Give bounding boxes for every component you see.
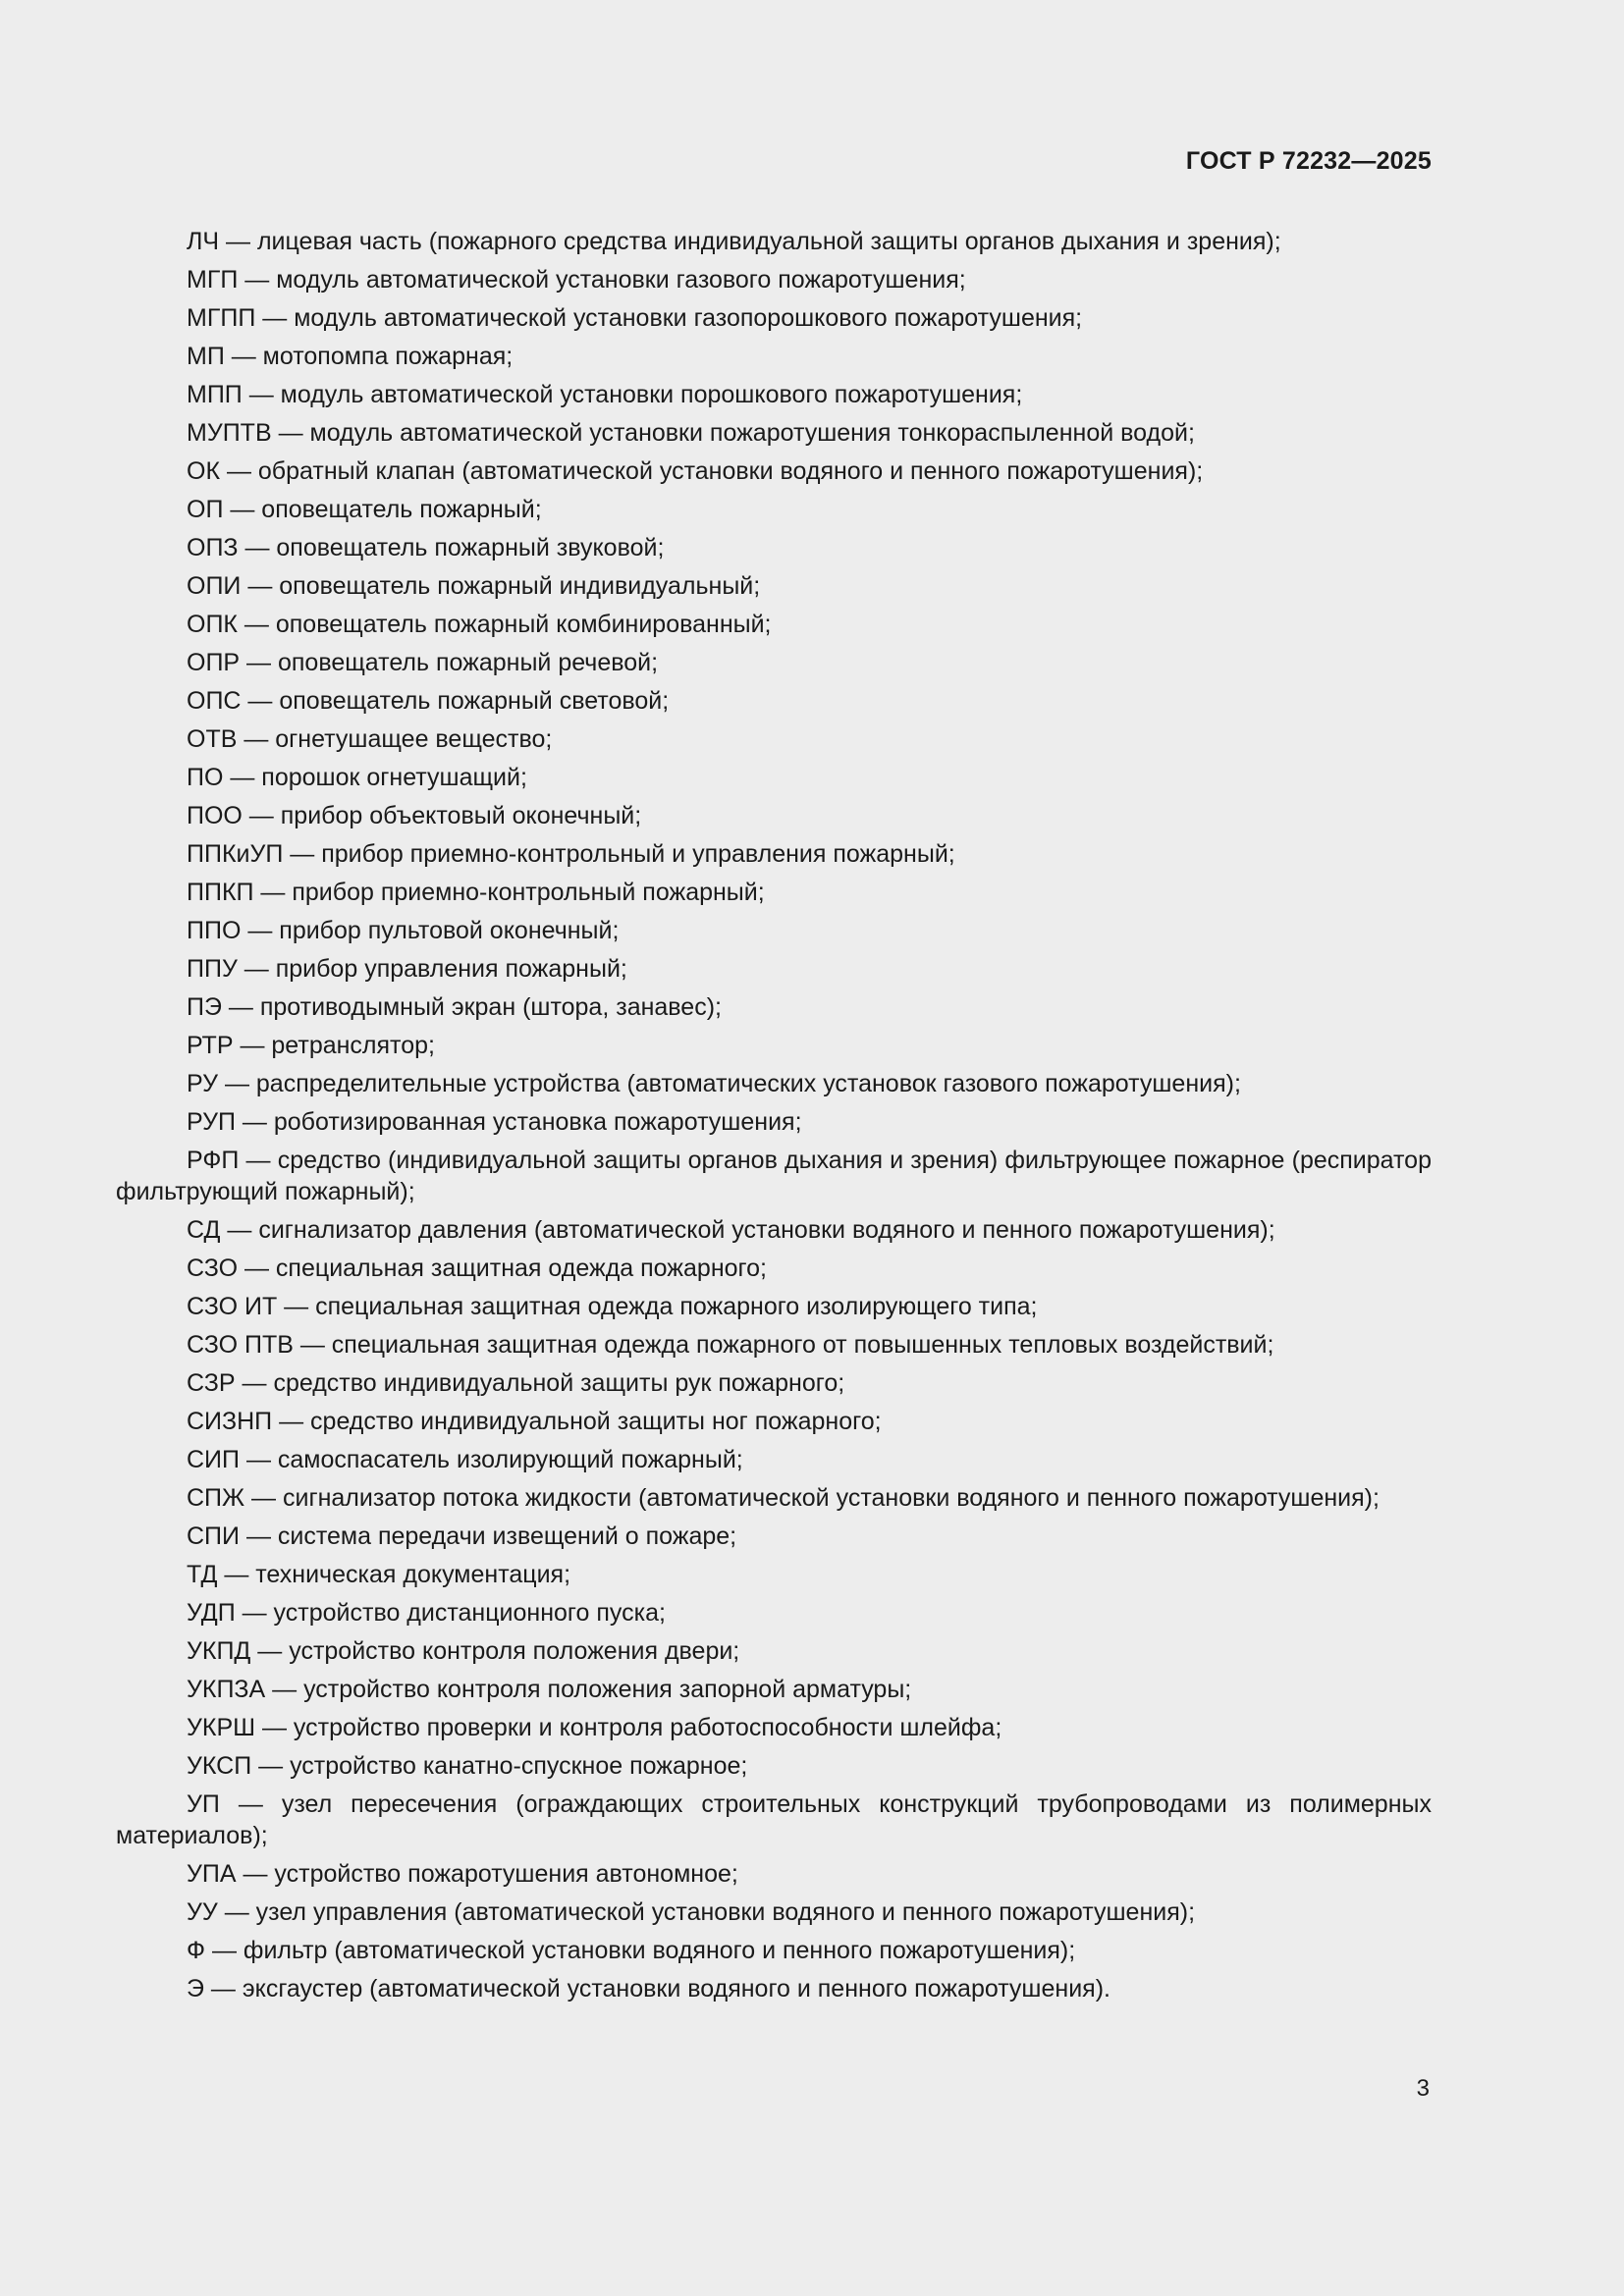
abbreviation-entry: СЗО — специальная защитная одежда пожарного; (187, 1255, 767, 1282)
abbreviation-entry: СПЖ — сигнализатор потока жидкости (автоматической установки водяного и пенного пожаротушения); (187, 1484, 1380, 1512)
abbreviation-entry: ОПК — оповещатель пожарный комбинированный; (187, 611, 772, 638)
abbreviation-entry: РФП — средство (индивидуальной защиты органов дыхания и зрения) фильтрующее пожарное (респиратор фильтрующий пожарный); (116, 1147, 1432, 1205)
abbreviation-entry: МПП — модуль автоматической установки порошкового пожаротушения; (187, 381, 1023, 408)
abbreviation-entry: Э — эксгаустер (автоматической установки водяного и пенного пожаротушения). (187, 1975, 1110, 2002)
abbreviation-entry: УП — узел пересечения (ограждающих строительных конструкций трубопроводами из полимерных материалов); (116, 1790, 1432, 1849)
abbreviation-entry: МУПТВ — модуль автоматической установки пожаротушения тонкораспыленной водой; (187, 419, 1195, 447)
abbreviation-entry: ОПИ — оповещатель пожарный индивидуальный; (187, 572, 761, 600)
abbreviation-entry: РУП — роботизированная установка пожаротушения; (187, 1108, 802, 1136)
abbreviation-entry: СИП — самоспасатель изолирующий пожарный; (187, 1446, 743, 1473)
abbreviation-entry: ОПЗ — оповещатель пожарный звуковой; (187, 534, 665, 561)
abbreviation-entry: СЗО ПТВ — специальная защитная одежда пожарного от повышенных тепловых воздействий; (187, 1331, 1274, 1359)
abbreviation-entry: МП — мотопомпа пожарная; (187, 343, 514, 370)
abbreviation-entry: ПЭ — противодымный экран (штора, занавес); (187, 993, 722, 1021)
page-number: 3 (1416, 2075, 1430, 2102)
abbreviation-entry: УКПЗА — устройство контроля положения запорной арматуры; (187, 1676, 912, 1703)
abbreviation-entry: ОК — обратный клапан (автоматической установки водяного и пенного пожаротушения); (187, 457, 1204, 485)
abbreviation-entry: МГП — модуль автоматической установки газового пожаротушения; (187, 266, 966, 294)
abbreviation-entry: УКРШ — устройство проверки и контроля работоспособности шлейфа; (187, 1714, 1002, 1741)
abbreviation-entry: ОТВ — огнетушащее вещество; (187, 725, 553, 753)
abbreviation-entry: Ф — фильтр (автоматической установки водяного и пенного пожаротушения); (187, 1937, 1076, 1964)
abbreviation-entry: СЗР — средство индивидуальной защиты рук пожарного; (187, 1369, 845, 1397)
abbreviation-entry: УКПД — устройство контроля положения двери; (187, 1637, 740, 1665)
abbreviation-entry: ПОО — прибор объектовый оконечный; (187, 802, 642, 829)
abbreviation-entry: УДП — устройство дистанционного пуска; (187, 1599, 666, 1627)
abbreviation-entry: ППКиУП — прибор приемно-контрольный и управления пожарный; (187, 840, 955, 868)
abbreviation-entry: РТР — ретранслятор; (187, 1032, 435, 1059)
abbreviation-entry: ППУ — прибор управления пожарный; (187, 955, 627, 983)
abbreviation-entry: УКСП — устройство канатно-спускное пожарное; (187, 1752, 748, 1780)
abbreviation-entry: ПО — порошок огнетушащий; (187, 764, 527, 791)
abbreviation-entry: СД — сигнализатор давления (автоматической установки водяного и пенного пожаротушения); (187, 1216, 1275, 1244)
abbreviation-entry: ОПС — оповещатель пожарный световой; (187, 687, 670, 715)
abbreviation-entry: УУ — узел управления (автоматической установки водяного и пенного пожаротушения); (187, 1898, 1196, 1926)
abbreviation-entry: МГПП — модуль автоматической установки газопорошкового пожаротушения; (187, 304, 1083, 332)
abbreviation-entry: ОПР — оповещатель пожарный речевой; (187, 649, 659, 676)
abbreviation-entry: ППО — прибор пультовой оконечный; (187, 917, 620, 944)
abbreviation-entry: ЛЧ — лицевая часть (пожарного средства индивидуальной защиты органов дыхания и зрения); (187, 228, 1281, 255)
abbreviation-entry: СПИ — система передачи извещений о пожаре; (187, 1522, 737, 1550)
abbreviation-entry: ОП — оповещатель пожарный; (187, 496, 542, 523)
abbreviation-entry: УПА — устройство пожаротушения автономное; (187, 1860, 738, 1888)
abbreviations-list (116, 226, 1432, 2011)
abbreviation-entry: ТД — техническая документация; (187, 1561, 571, 1588)
abbreviation-entry: СИЗНП — средство индивидуальной защиты ног пожарного; (187, 1408, 882, 1435)
abbreviation-entry: РУ — распределительные устройства (автоматических установок газового пожаротушения); (187, 1070, 1241, 1097)
abbreviation-entry: ППКП — прибор приемно-контрольный пожарный; (187, 879, 765, 906)
standard-designation: ГОСТ Р 72232—2025 (1185, 147, 1432, 175)
abbreviation-entry: СЗО ИТ — специальная защитная одежда пожарного изолирующего типа; (187, 1293, 1038, 1320)
